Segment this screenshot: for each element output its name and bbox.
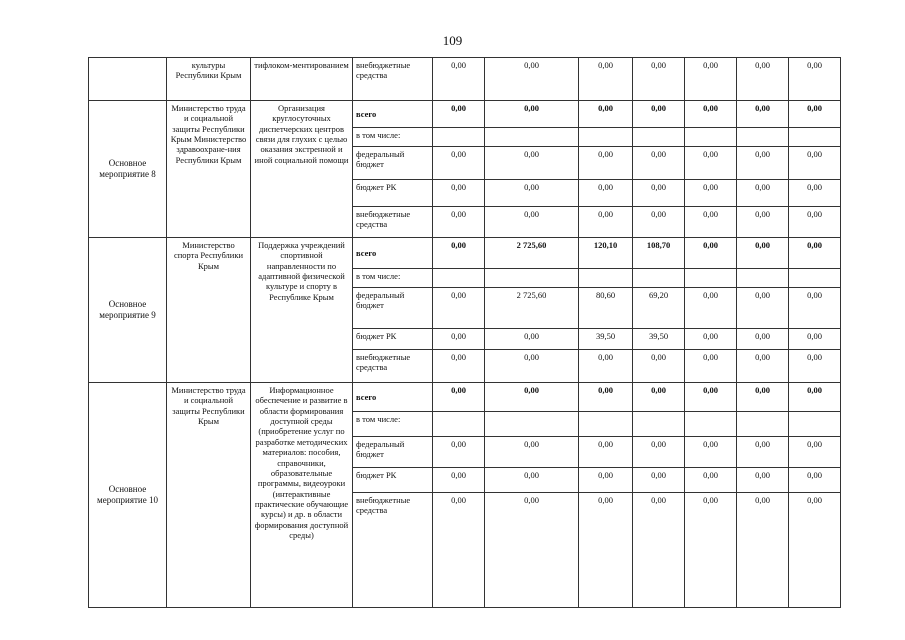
value-cell: 0,00	[633, 493, 685, 608]
value-cell: 0,00	[737, 58, 789, 101]
value-cell	[685, 412, 737, 437]
value-cell	[685, 269, 737, 288]
value-cell: 0,00	[789, 147, 841, 180]
value-cell: 0,00	[685, 180, 737, 207]
value-cell	[485, 412, 579, 437]
value-cell: 0,00	[737, 383, 789, 412]
value-cell: 0,00	[685, 238, 737, 269]
value-cell: 0,00	[685, 350, 737, 383]
value-cell: 0,00	[433, 238, 485, 269]
source-cell: в том числе:	[353, 269, 433, 288]
value-cell: 0,00	[789, 437, 841, 468]
value-cell: 0,00	[737, 101, 789, 128]
value-cell: 0,00	[485, 437, 579, 468]
value-cell: 0,00	[789, 101, 841, 128]
value-cell: 0,00	[485, 58, 579, 101]
source-cell: внебюджетные средства	[353, 350, 433, 383]
value-cell: 0,00	[579, 468, 633, 493]
value-cell: 0,00	[633, 147, 685, 180]
page-number: 109	[442, 33, 463, 48]
value-cell: 39,50	[633, 329, 685, 350]
value-cell: 0,00	[633, 207, 685, 238]
source-cell: всего	[353, 101, 433, 128]
value-cell: 0,00	[633, 350, 685, 383]
value-cell: 0,00	[433, 437, 485, 468]
source-cell: бюджет РК	[353, 329, 433, 350]
value-cell: 0,00	[433, 350, 485, 383]
source-cell: в том числе:	[353, 128, 433, 147]
event-cell	[89, 58, 167, 101]
value-cell: 80,60	[579, 288, 633, 329]
value-cell: 0,00	[579, 383, 633, 412]
value-cell	[633, 412, 685, 437]
value-cell	[579, 128, 633, 147]
value-cell: 0,00	[433, 180, 485, 207]
value-cell: 0,00	[789, 207, 841, 238]
value-cell	[433, 269, 485, 288]
value-cell: 0,00	[579, 207, 633, 238]
value-cell: 0,00	[579, 58, 633, 101]
activity-cell: Организация круглосуточных диспетчерских центров связи для глухих с целью оказания экстренной и иной социальной помощи	[251, 101, 353, 238]
value-cell: 0,00	[737, 437, 789, 468]
value-cell: 0,00	[485, 493, 579, 608]
value-cell: 0,00	[485, 468, 579, 493]
value-cell: 0,00	[485, 147, 579, 180]
value-cell: 0,00	[737, 238, 789, 269]
value-cell: 0,00	[433, 288, 485, 329]
value-cell: 0,00	[579, 101, 633, 128]
value-cell: 0,00	[789, 468, 841, 493]
source-cell: внебюджетные средства	[353, 207, 433, 238]
table-row	[89, 58, 841, 101]
value-cell: 0,00	[789, 180, 841, 207]
value-cell: 0,00	[737, 207, 789, 238]
source-cell: всего	[353, 238, 433, 269]
value-cell: 0,00	[789, 329, 841, 350]
value-cell	[737, 412, 789, 437]
value-cell: 0,00	[685, 58, 737, 101]
value-cell: 120,10	[579, 238, 633, 269]
value-cell: 0,00	[685, 329, 737, 350]
value-cell	[737, 269, 789, 288]
value-cell: 0,00	[633, 58, 685, 101]
value-cell: 0,00	[485, 101, 579, 128]
value-cell	[789, 269, 841, 288]
value-cell: 0,00	[685, 493, 737, 608]
value-cell: 0,00	[433, 147, 485, 180]
activity-cell: тифлоком-ментированием	[251, 58, 353, 101]
value-cell: 0,00	[737, 288, 789, 329]
value-cell: 0,00	[485, 207, 579, 238]
value-cell	[579, 269, 633, 288]
value-cell: 0,00	[433, 468, 485, 493]
value-cell: 2 725,60	[485, 238, 579, 269]
value-cell	[433, 412, 485, 437]
value-cell: 0,00	[789, 58, 841, 101]
table-body	[89, 58, 841, 608]
value-cell	[789, 412, 841, 437]
value-cell: 0,00	[433, 207, 485, 238]
source-cell: в том числе:	[353, 412, 433, 437]
value-cell: 0,00	[685, 207, 737, 238]
value-cell: 0,00	[737, 350, 789, 383]
source-cell: федеральный бюджет	[353, 147, 433, 180]
value-cell: 0,00	[685, 468, 737, 493]
source-cell: федеральный бюджет	[353, 288, 433, 329]
value-cell: 0,00	[737, 468, 789, 493]
value-cell: 0,00	[685, 147, 737, 180]
source-cell: всего	[353, 383, 433, 412]
value-cell	[685, 128, 737, 147]
value-cell: 0,00	[433, 493, 485, 608]
value-cell: 0,00	[633, 468, 685, 493]
value-cell: 0,00	[579, 350, 633, 383]
value-cell: 0,00	[633, 437, 685, 468]
value-cell: 0,00	[789, 238, 841, 269]
event-cell: Основное мероприятие 9	[89, 238, 167, 383]
value-cell: 39,50	[579, 329, 633, 350]
value-cell: 0,00	[485, 350, 579, 383]
value-cell: 0,00	[633, 180, 685, 207]
executor-cell: культуры Республики Крым	[167, 58, 251, 101]
executor-cell: Министерство труда и социальной защиты Республики Крым Министерство здравоохране-ния Республики Крым	[167, 101, 251, 238]
executor-cell: Министерство труда и социальной защиты Республики Крым	[167, 383, 251, 608]
value-cell: 0,00	[433, 383, 485, 412]
value-cell: 0,00	[789, 288, 841, 329]
value-cell: 0,00	[685, 383, 737, 412]
value-cell	[579, 412, 633, 437]
value-cell	[633, 128, 685, 147]
source-cell: внебюджетные средства	[353, 58, 433, 101]
table-row	[89, 383, 841, 412]
source-cell: бюджет РК	[353, 468, 433, 493]
activity-cell: Информационное обеспечение и развитие в области формирования доступной среды (приобретение услуг по разработке методических материалов: пособия, справочники, образовательные программы, видеоуроки (интерактивные практические обучающие курсы) и др. в области формирования доступной среды)	[251, 383, 353, 608]
value-cell: 0,00	[737, 180, 789, 207]
activity-cell: Поддержка учреждений спортивной направленности по адаптивной физической культуре и спорту в Республике Крым	[251, 238, 353, 383]
value-cell: 0,00	[789, 350, 841, 383]
value-cell: 0,00	[685, 101, 737, 128]
value-cell: 0,00	[633, 101, 685, 128]
value-cell: 0,00	[737, 329, 789, 350]
value-cell: 0,00	[433, 58, 485, 101]
value-cell	[485, 128, 579, 147]
value-cell: 0,00	[579, 180, 633, 207]
table-row	[89, 101, 841, 128]
value-cell	[633, 269, 685, 288]
value-cell: 0,00	[737, 147, 789, 180]
value-cell	[789, 128, 841, 147]
source-cell: внебюджетные средства	[353, 493, 433, 608]
value-cell: 0,00	[579, 147, 633, 180]
executor-cell: Министерство спорта Республики Крым	[167, 238, 251, 383]
value-cell: 0,00	[485, 329, 579, 350]
source-cell: федеральный бюджет	[353, 437, 433, 468]
source-cell: бюджет РК	[353, 180, 433, 207]
value-cell: 0,00	[579, 437, 633, 468]
budget-table	[88, 57, 841, 608]
value-cell: 2 725,60	[485, 288, 579, 329]
value-cell: 0,00	[685, 288, 737, 329]
value-cell: 0,00	[789, 383, 841, 412]
value-cell: 0,00	[485, 383, 579, 412]
value-cell	[737, 128, 789, 147]
value-cell: 0,00	[685, 437, 737, 468]
value-cell: 0,00	[485, 180, 579, 207]
value-cell: 0,00	[789, 493, 841, 608]
table-row	[89, 238, 841, 269]
event-cell: Основное мероприятие 8	[89, 101, 167, 238]
value-cell: 69,20	[633, 288, 685, 329]
value-cell: 0,00	[633, 383, 685, 412]
value-cell	[485, 269, 579, 288]
event-cell: Основное мероприятие 10	[89, 383, 167, 608]
value-cell: 0,00	[579, 493, 633, 608]
value-cell: 0,00	[433, 329, 485, 350]
value-cell	[433, 128, 485, 147]
value-cell: 0,00	[433, 101, 485, 128]
value-cell: 108,70	[633, 238, 685, 269]
value-cell: 0,00	[737, 493, 789, 608]
